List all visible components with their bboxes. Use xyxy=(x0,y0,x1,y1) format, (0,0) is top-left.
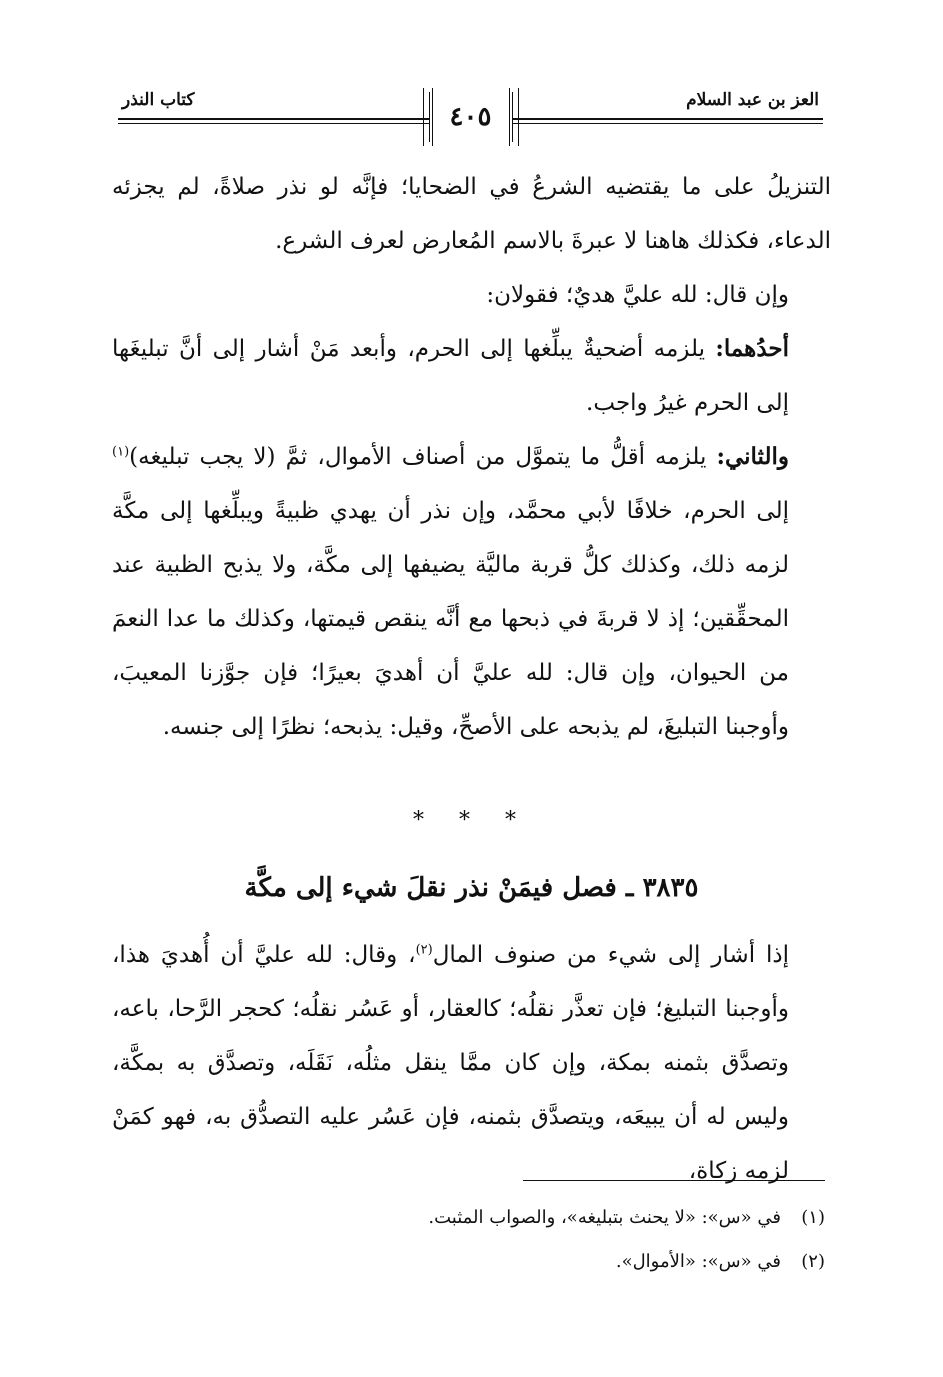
footnote-1 xyxy=(112,1196,825,1240)
main-text-upper xyxy=(112,160,831,754)
paragraph-5-text-b: ، وقال: لله عليَّ أن أُهديَ هذا، وأوجبنا التبليغ؛ فإن تعذَّر نقلُه؛ كالعقار، أو عَسُر نقلُه؛ كحجر الرَّحا، باعه، وتصدَّق بثمنه بمكة، وإن كان ممَّا ينقل مثلُه، نَقَلَه، وتصدَّق به بمكَّة، وليس له أن يبيعَه، ويتصدَّق بثمنه، فإن عَسُر عليه التصدُّق به، فهو كمَنْ لزمه زكاة، xyxy=(112,942,789,1184)
page-number: ٤٠٥ xyxy=(449,102,492,132)
main-text-lower xyxy=(112,928,831,1198)
footnote-2-number: (٢) xyxy=(801,1251,825,1272)
footnote-ref-2: (٢) xyxy=(415,942,433,958)
footnote-rule xyxy=(523,1180,825,1181)
chapter-title: كتاب النذر xyxy=(118,90,199,110)
footnote-2-text: في «س»: «الأموال». xyxy=(615,1251,781,1272)
paragraph-4 xyxy=(112,430,831,754)
footnotes xyxy=(112,1196,825,1284)
paragraph-3-text: يلزمه أضحيةٌ يبلِّغها إلى الحرم، وأبعد مَنْ أشار إلى أنَّ تبليغَها إلى الحرم غيرُ واجب. xyxy=(112,336,789,416)
footnote-1-text: في «س»: «لا يحنث بتبليغه»، والصواب المثبت. xyxy=(428,1207,781,1228)
section-heading: ٣٨٣٥ ـ فصل فيمَنْ نذر نقلَ شيء إلى مكَّة xyxy=(244,873,699,903)
paragraph-4-text-a: يلزمه أقلُّ ما يتموَّل من أصناف الأموال، ثمَّ (لا يجب تبليغه) xyxy=(129,444,717,470)
author-title: العز بن عبد السلام xyxy=(682,90,823,110)
footnote-2 xyxy=(112,1240,825,1284)
footnote-ref-1: (١) xyxy=(112,444,130,460)
footnote-1-number: (١) xyxy=(801,1207,825,1228)
paragraph-4-text-b: إلى الحرم، خلافًا لأبي محمَّد، وإن نذر أن يهدي ظبيةً ويبلِّغها إلى مكَّة لزمه ذلك، وكذلك كلُّ قربة ماليَّة يضيفها إلى مكَّة، ولا يذبح الظبية عند المحقِّقين؛ إذ لا قربةَ في ذبحها مع أنَّه ينقص قيمتها، وكذلك ما عدا النعمَ من الحيوان، وإن قال: لله عليَّ أن أهديَ بعيرًا؛ فإن جوَّزنا المعيبَ، وأوجبنا التبليغَ، لم يذبحه على الأصحِّ، وقيل: يذبحه؛ نظرًا إلى جنسه. xyxy=(112,498,789,740)
section-separator: * * * xyxy=(413,808,530,833)
paragraph-5-text-a: إذا أشار إلى شيء من صنوف المال xyxy=(432,942,789,968)
paragraph-3-lead: أحدُهما: xyxy=(715,335,789,362)
paragraph-4-lead: والثاني: xyxy=(716,443,789,470)
paragraph-2: وإن قال: لله عليَّ هديٌ؛ فقولان: xyxy=(486,282,789,308)
page-header xyxy=(118,88,823,148)
page-number-frame xyxy=(429,92,513,142)
paragraph-1: التنزيلُ على ما يقتضيه الشرعُ في الضحايا؛ فإنَّه لو نذر صلاةً، لم يجزئه الدعاء، فكذلك هاهنا لا عبرةَ بالاسم المُعارض لعرف الشرع. xyxy=(112,174,831,254)
paragraph-3 xyxy=(112,322,831,430)
paragraph-5 xyxy=(112,928,831,1198)
